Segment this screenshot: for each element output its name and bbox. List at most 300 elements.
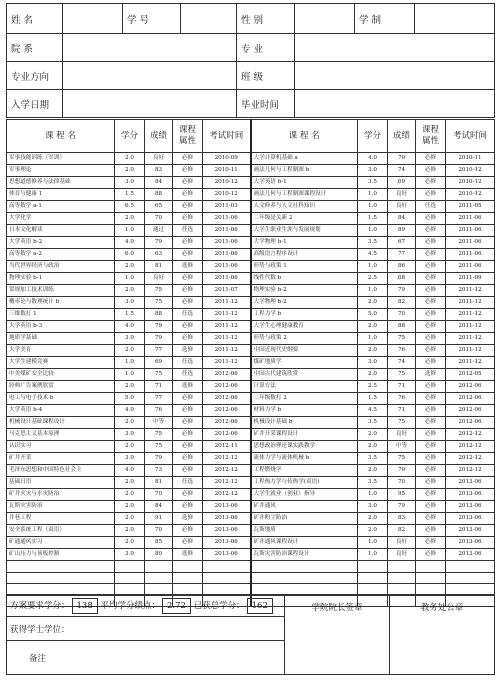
right-course-name: 中国古代建筑欣赏	[251, 369, 358, 381]
right-score: 中等	[388, 441, 416, 453]
direction-value[interactable]	[63, 62, 237, 90]
table-row	[7, 489, 495, 501]
right-credit: 5.0	[358, 309, 388, 321]
table-row	[7, 477, 495, 489]
right-course-attr: 必修	[416, 429, 446, 441]
left-credit: 1.0	[115, 357, 145, 369]
left-course-attr: 必修	[173, 333, 203, 345]
left-course-attr: 任选	[173, 357, 203, 369]
left-course-attr: 任选	[173, 477, 203, 489]
right-exam-time: 2013-06	[446, 549, 495, 561]
duration-label: 学 制	[355, 4, 415, 34]
grades-table	[6, 119, 495, 607]
right-score: 77	[388, 249, 416, 261]
right-exam-time: 2013-06	[446, 525, 495, 537]
right-exam-time: 2012-06	[446, 417, 495, 429]
right-exam-time: 2012-12	[446, 453, 495, 465]
table-row	[7, 153, 495, 165]
right-course-attr: 必修	[416, 273, 446, 285]
left-credit: 4.0	[115, 465, 145, 477]
left-score: 79	[145, 453, 173, 465]
right-score: 82	[388, 297, 416, 309]
table-row	[7, 561, 495, 573]
grad-value[interactable]	[295, 90, 495, 118]
left-course-name: 认识实习	[7, 441, 115, 453]
right-credit: 1.0	[358, 333, 388, 345]
right-exam-time: 2013-06	[446, 477, 495, 489]
table-row	[7, 441, 495, 453]
left-credit: 1.0	[115, 369, 145, 381]
left-course-attr: 必修	[173, 237, 203, 249]
right-exam-time: 2010-12	[446, 177, 495, 189]
left-course-name: 矿山压力与顶板控制	[7, 549, 115, 561]
left-course-attr: 必修	[173, 525, 203, 537]
degree-label: 获得学士学位：	[10, 624, 70, 635]
left-exam-time: 2013-06	[203, 525, 251, 537]
right-credit: 4.5	[358, 249, 388, 261]
left-course-attr: 选修	[173, 261, 203, 273]
right-exam-time: 2011-05	[446, 201, 495, 213]
right-exam-time: 2011-12	[446, 309, 495, 321]
right-exam-time: 2011-06	[446, 249, 495, 261]
left-score: 85	[145, 537, 173, 549]
left-credit: 3.0	[115, 177, 145, 189]
department-label: 院 系	[7, 34, 63, 62]
table-row	[7, 225, 495, 237]
table-row	[7, 273, 495, 285]
right-course-name: 二年级是关新 2	[251, 213, 358, 225]
left-credit: 1.0	[115, 225, 145, 237]
left-score: 63	[145, 249, 173, 261]
left-score: 80	[145, 549, 173, 561]
left-credit: 3.0	[115, 549, 145, 561]
left-course-name: 经典广告案例欣赏	[7, 381, 115, 393]
right-score: 82	[388, 525, 416, 537]
left-course-attr: 任选	[173, 225, 203, 237]
right-credit: 3.5	[358, 237, 388, 249]
col-credit-right: 学分	[358, 120, 388, 153]
left-course-name: 井巷工程	[7, 513, 115, 525]
name-value[interactable]	[63, 4, 123, 34]
left-course-attr: 必修	[173, 177, 203, 189]
right-course-name: 大学生职业生涯与发展规划	[251, 225, 358, 237]
right-credit: 2.0	[358, 429, 388, 441]
class-value[interactable]	[295, 62, 495, 90]
dean-sign-cell	[285, 595, 390, 675]
left-exam-time: 2012-12	[203, 465, 251, 477]
right-score: 71	[388, 381, 416, 393]
left-course-attr: 任选	[173, 369, 203, 381]
left-course-name: 矿井开采	[7, 453, 115, 465]
left-course-attr: 必修	[173, 441, 203, 453]
col-time-right: 考试时间	[446, 120, 495, 153]
left-exam-time: 2011-12	[203, 321, 251, 333]
office-sign-cell	[390, 595, 495, 675]
enroll-label: 入学日期	[7, 90, 63, 118]
right-exam-time: 2012-06	[446, 405, 495, 417]
table-row	[7, 297, 495, 309]
left-score: 79	[145, 321, 173, 333]
left-credit: 4.0	[115, 405, 145, 417]
right-course-name: 机械设计基础 b	[251, 417, 358, 429]
table-row	[7, 369, 495, 381]
right-course-attr: 必修	[416, 525, 446, 537]
right-score: 良好	[388, 549, 416, 561]
right-exam-time: 2011-12	[446, 345, 495, 357]
right-course-attr	[416, 572, 446, 584]
right-credit: 1.0	[358, 549, 388, 561]
remarks-cell	[7, 641, 285, 675]
left-credit: 3.0	[115, 453, 145, 465]
left-course-name: 基础日语	[7, 477, 115, 489]
col-score-left: 成绩	[145, 120, 173, 153]
right-score: 69	[388, 177, 416, 189]
left-credit: 2.0	[115, 441, 145, 453]
right-credit: 2.0	[358, 369, 388, 381]
right-exam-time: 2012-06	[446, 393, 495, 405]
left-score: 88	[145, 309, 173, 321]
right-course-name: 瓦斯地质	[251, 525, 358, 537]
right-course-name: 计算方法	[251, 381, 358, 393]
summary-table	[6, 594, 495, 675]
direction-label: 专业方向	[7, 62, 63, 90]
right-credit: 2.0	[358, 345, 388, 357]
right-course-name: 中国近现代史纲要	[251, 345, 358, 357]
right-credit: 1.0	[358, 261, 388, 273]
right-course-attr: 必修	[416, 309, 446, 321]
left-course-name: 马克思主义基本原理	[7, 429, 115, 441]
left-credit: 2.0	[115, 153, 145, 165]
gpa-value: 2.72	[162, 598, 191, 614]
right-course-attr: 必修	[416, 453, 446, 465]
grad-label: 毕业时间	[237, 90, 295, 118]
left-course-name: 机械设计基础课程设计	[7, 417, 115, 429]
right-score: 68	[388, 273, 416, 285]
right-course-attr: 选修	[416, 369, 446, 381]
left-course-name: 体育与健康 1	[7, 189, 115, 201]
right-credit	[358, 561, 388, 573]
right-course-attr: 必修	[416, 381, 446, 393]
left-score: 70	[145, 213, 173, 225]
table-row	[7, 309, 495, 321]
gender-label: 性 别	[237, 4, 295, 34]
summary-credits-cell	[7, 595, 285, 617]
left-exam-time: 2011-12	[203, 309, 251, 321]
left-course-attr: 必修	[173, 393, 203, 405]
left-exam-time: 2013-06	[203, 513, 251, 525]
left-course-name: 大学美育	[7, 345, 115, 357]
right-credit: 2.5	[358, 273, 388, 285]
right-course-attr: 必修	[416, 321, 446, 333]
col-attr-right: 课程属性	[416, 120, 446, 153]
left-score: 通过	[145, 225, 173, 237]
left-exam-time: 2012-11	[203, 441, 251, 453]
col-course-right: 课 程 名	[251, 120, 358, 153]
table-row	[7, 249, 495, 261]
left-score	[145, 561, 173, 573]
right-score: 83	[388, 513, 416, 525]
left-course-attr: 任选	[173, 309, 203, 321]
col-time-left: 考试时间	[203, 120, 251, 153]
right-score: 86	[388, 261, 416, 273]
left-credit: 3.0	[115, 429, 145, 441]
left-course-attr: 必修	[173, 273, 203, 285]
right-credit: 2.0	[358, 513, 388, 525]
left-score: 70	[145, 525, 173, 537]
left-score: 77	[145, 345, 173, 357]
left-credit: 2.0	[115, 213, 145, 225]
right-score: 70	[388, 477, 416, 489]
table-row	[7, 213, 495, 225]
right-course-name: 煤矿地质学	[251, 357, 358, 369]
left-credit: 6.5	[115, 201, 145, 213]
right-exam-time: 2012-12	[446, 441, 495, 453]
col-attr-left: 课程属性	[173, 120, 203, 153]
right-course-name: 矿井粉尘防治	[251, 513, 358, 525]
student-id-label: 学 号	[123, 4, 181, 34]
left-score: 71	[145, 381, 173, 393]
right-course-name: 形势与政策 2	[251, 333, 358, 345]
left-exam-time: 2012-06	[203, 429, 251, 441]
major-value[interactable]	[295, 34, 495, 62]
left-exam-time: 2010-09	[203, 153, 251, 165]
right-credit: 1.5	[358, 393, 388, 405]
left-exam-time: 2013-06	[203, 537, 251, 549]
right-score: 89	[388, 225, 416, 237]
class-label: 班 级	[237, 62, 295, 90]
right-course-name: 材料力学 b	[251, 405, 358, 417]
left-course-attr: 必修	[173, 453, 203, 465]
duration-value[interactable]	[415, 4, 495, 34]
office-sign-label: 教务处公章	[420, 603, 464, 613]
left-exam-time: 2012-06	[203, 417, 251, 429]
right-course-name: 人文修养与人文社科知识	[251, 201, 358, 213]
left-credit: 1.5	[115, 309, 145, 321]
table-row	[7, 417, 495, 429]
left-course-name: 当代世界经济与政治	[7, 261, 115, 273]
right-course-name: 大学生心理健康教育	[251, 321, 358, 333]
right-course-name: 高级语言程序设计	[251, 249, 358, 261]
right-score: 88	[388, 321, 416, 333]
left-score: 83	[145, 165, 173, 177]
left-course-name: 大学英语 b-2	[7, 237, 115, 249]
left-score	[145, 572, 173, 584]
right-course-name: 工程燃烧学	[251, 465, 358, 477]
left-course-attr: 必修	[173, 285, 203, 297]
right-exam-time: 2013-06	[446, 537, 495, 549]
right-score: 75	[388, 369, 416, 381]
left-course-name: 大学生建模竞赛	[7, 357, 115, 369]
right-course-attr: 必修	[416, 333, 446, 345]
right-score: 良好	[388, 201, 416, 213]
left-credit: 2.0	[115, 501, 145, 513]
right-course-name: 大学计算机基础 a	[251, 153, 358, 165]
right-course-attr: 必修	[416, 537, 446, 549]
left-course-attr: 必修	[173, 417, 203, 429]
table-row	[7, 189, 495, 201]
left-credit: 3.0	[115, 297, 145, 309]
right-score: 75	[388, 453, 416, 465]
right-exam-time: 2010-12	[446, 165, 495, 177]
right-course-attr: 必修	[416, 417, 446, 429]
left-course-name: 中美煤矿安全比较	[7, 369, 115, 381]
left-credit: 1.0	[115, 273, 145, 285]
right-exam-time: 2012-12	[446, 465, 495, 477]
left-credit: 2.0	[115, 489, 145, 501]
right-score: 95	[388, 489, 416, 501]
left-credit: 5.0	[115, 393, 145, 405]
right-course-name: 二年级数打 2	[251, 393, 358, 405]
left-exam-time: 2011-12	[203, 345, 251, 357]
table-row	[7, 261, 495, 273]
left-exam-time: 2010-12	[203, 177, 251, 189]
left-course-name: 高等数学 a-1	[7, 201, 115, 213]
right-course-attr: 任选	[416, 201, 446, 213]
left-score: 75	[145, 429, 173, 441]
right-credit: 3.5	[358, 177, 388, 189]
right-credit: 2.0	[358, 441, 388, 453]
right-course-name: 工程热力学与传热学(双语)	[251, 477, 358, 489]
student-id-value[interactable]	[181, 4, 237, 34]
right-course-name: 矿井通风课程设计	[251, 537, 358, 549]
right-course-attr: 必修	[416, 489, 446, 501]
left-course-name: 瓦斯灾害防治	[7, 501, 115, 513]
right-exam-time: 2011-09	[446, 273, 495, 285]
right-score: 79	[388, 501, 416, 513]
left-score: 91	[145, 513, 173, 525]
right-exam-time: 2011-12	[446, 297, 495, 309]
right-score: 75	[388, 417, 416, 429]
left-exam-time: 2011-06	[203, 225, 251, 237]
left-exam-time: 2010-12	[203, 189, 251, 201]
left-course-attr: 必修	[173, 189, 203, 201]
right-course-attr: 必修	[416, 213, 446, 225]
right-exam-time: 2011-06	[446, 213, 495, 225]
right-course-attr: 必修	[416, 441, 446, 453]
right-score: 74	[388, 357, 416, 369]
right-course-attr: 必修	[416, 357, 446, 369]
left-exam-time: 2011-12	[203, 333, 251, 345]
required-credits-label: 方案要求学分：	[10, 600, 70, 611]
col-course-left: 课 程 名	[7, 120, 115, 153]
left-score: 73	[145, 465, 173, 477]
left-course-attr: 必修	[173, 249, 203, 261]
left-credit	[115, 572, 145, 584]
gender-value[interactable]	[295, 4, 355, 34]
right-course-name: 大学英语 b-1	[251, 177, 358, 189]
student-info-table	[6, 3, 495, 118]
left-score: 81	[145, 477, 173, 489]
left-exam-time: 2010-11	[203, 165, 251, 177]
left-score: 79	[145, 237, 173, 249]
right-score: 71	[388, 405, 416, 417]
right-score: 79	[388, 285, 416, 297]
right-credit: 3.0	[358, 501, 388, 513]
table-row	[7, 177, 495, 189]
right-credit: 3.0	[358, 165, 388, 177]
earned-credits-value: 162	[247, 598, 273, 614]
right-course-name: 思想政治理论课实践教学	[251, 441, 358, 453]
table-row	[7, 165, 495, 177]
right-score: 84	[388, 213, 416, 225]
right-course-name: 画法几何与工程制图 b	[251, 165, 358, 177]
right-score: 70	[388, 309, 416, 321]
right-exam-time: 2013-06	[446, 501, 495, 513]
right-exam-time: 2011-12	[446, 333, 495, 345]
table-row	[7, 525, 495, 537]
right-exam-time: 2012-06	[446, 381, 495, 393]
left-score: 79	[145, 333, 173, 345]
left-exam-time: 2011-06	[203, 213, 251, 225]
right-score: 良好	[388, 537, 416, 549]
right-course-attr: 必修	[416, 165, 446, 177]
left-exam-time: 2011-06	[203, 273, 251, 285]
left-course-name: 大学化学	[7, 213, 115, 225]
left-credit: 2.0	[115, 345, 145, 357]
table-row	[7, 345, 495, 357]
right-course-name: 形势与政策 1	[251, 261, 358, 273]
left-course-name: 大学英语 b-3	[7, 321, 115, 333]
left-course-name: 日本文化解读	[7, 225, 115, 237]
right-exam-time: 2013-06	[446, 489, 495, 501]
left-score: 84	[145, 177, 173, 189]
left-course-name: 高等数学 a-2	[7, 249, 115, 261]
right-course-name: 流体力学与流体机械 b	[251, 453, 358, 465]
table-row	[7, 381, 495, 393]
left-course-name: 概率论与数理统计 b	[7, 297, 115, 309]
left-course-attr: 必修	[173, 165, 203, 177]
left-score: 76	[145, 405, 173, 417]
right-credit: 1.5	[358, 213, 388, 225]
right-course-name	[251, 572, 358, 584]
left-score: 中等	[145, 417, 173, 429]
right-course-attr: 必修	[416, 297, 446, 309]
table-row	[7, 201, 495, 213]
right-course-attr: 必修	[416, 285, 446, 297]
left-course-name	[7, 572, 115, 584]
right-credit: 1.0	[358, 201, 388, 213]
left-credit: 2.0	[115, 165, 145, 177]
enroll-value[interactable]	[63, 90, 237, 118]
right-course-attr: 必修	[416, 501, 446, 513]
left-course-attr: 必修	[173, 501, 203, 513]
required-credits-value: 138	[72, 598, 98, 614]
left-score: 77	[145, 393, 173, 405]
department-value[interactable]	[63, 34, 237, 62]
left-course-attr: 必修	[173, 213, 203, 225]
right-exam-time: 2011-06	[446, 237, 495, 249]
table-row	[7, 333, 495, 345]
left-course-attr: 必修	[173, 465, 203, 477]
gpa-label: 平均学分绩点：	[100, 600, 160, 611]
right-credit: 1.0	[358, 189, 388, 201]
right-score	[388, 572, 416, 584]
table-row	[7, 429, 495, 441]
right-credit: 2.0	[358, 525, 388, 537]
left-exam-time: 2011-03	[203, 201, 251, 213]
name-label: 姓 名	[7, 4, 63, 34]
table-row	[7, 537, 495, 549]
left-course-name	[7, 561, 115, 573]
right-credit: 4.5	[358, 405, 388, 417]
right-credit: 1.0	[358, 489, 388, 501]
right-credit: 1.0	[358, 225, 388, 237]
left-score: 70	[145, 489, 173, 501]
major-label: 专 业	[237, 34, 295, 62]
left-credit: 2.0	[115, 525, 145, 537]
dean-sign-label: 学院院长签章	[311, 603, 363, 613]
left-exam-time: 2011-07	[203, 285, 251, 297]
